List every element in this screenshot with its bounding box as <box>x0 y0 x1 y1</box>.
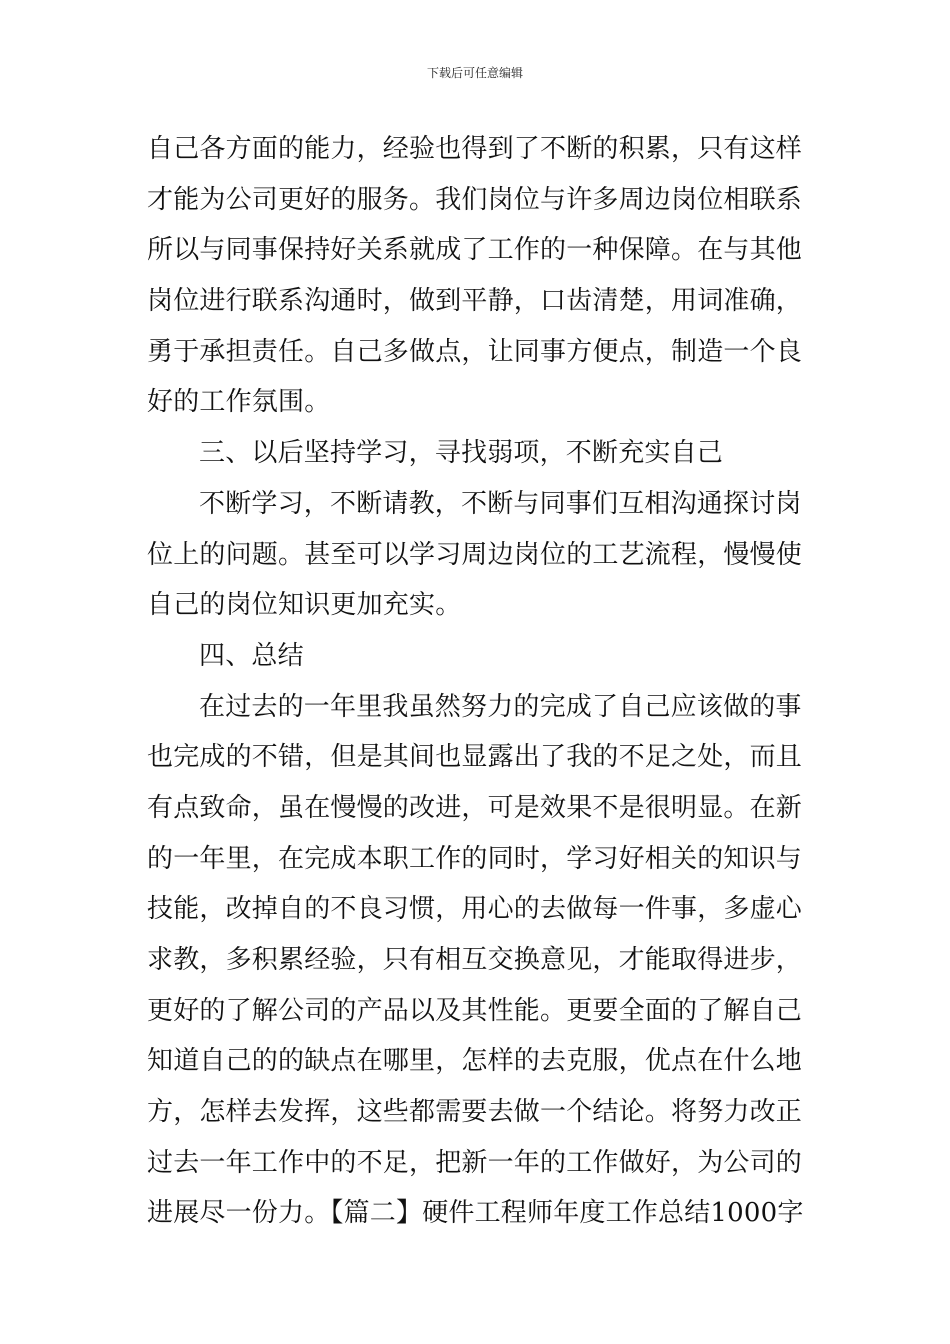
page-header: 下载后可任意编辑 <box>426 66 523 80</box>
text-line: 不断学习，不断请教，不断与同事们互相沟通探讨岗 <box>199 488 802 519</box>
text-line: 自己各方面的能力，经验也得到了不断的积累，只有这样 <box>147 134 803 164</box>
text-line: 在过去的一年里我虽然努力的完成了自己应该做的事 <box>199 691 802 722</box>
section-heading: 四、总结 <box>199 640 304 671</box>
text-line: 求教，多积累经验，只有相互交换意见，才能取得进步， <box>147 945 803 975</box>
text-line: 有点致命，虽在慢慢的改进，可是效果不是很明显。在新 <box>147 792 803 823</box>
text-line: 所以与同事保持好关系就成了工作的一种保障。在与其他 <box>147 235 803 266</box>
text-line: 岗位进行联系沟通时，做到平静，口齿清楚，用词准确， <box>147 286 803 317</box>
text-line: 更好的了解公司的产品以及其性能。更要全面的了解自己 <box>147 995 803 1026</box>
text-line: 自己的岗位知识更加充实。 <box>147 590 462 621</box>
section-heading: 三、以后坚持学习，寻找弱项，不断充实自己 <box>199 438 724 469</box>
text-line: 知道自己的的缺点在哪里，怎样的去克服，优点在什么地 <box>147 1046 803 1077</box>
text-line: 的一年里，在完成本职工作的同时，学习好相关的知识与 <box>147 843 803 874</box>
text-line: 好的工作氛围。 <box>147 387 331 418</box>
text-line: 方，怎样去发挥，这些都需要去做一个结论。将努力改正 <box>147 1097 803 1128</box>
text-line: 位上的问题。甚至可以学习周边岗位的工艺流程，慢慢使 <box>147 539 803 570</box>
text-line: 才能为公司更好的服务。我们岗位与许多周边岗位相联系 <box>147 184 803 215</box>
text-line: 进展尽一份力。【篇二】硬件工程师年度工作总结1000字 <box>147 1198 804 1229</box>
text-line: 也完成的不错，但是其间也显露出了我的不足之处，而且 <box>147 742 803 773</box>
text-line: 勇于承担责任。自己多做点，让同事方便点，制造一个良 <box>147 336 803 367</box>
document-body <box>147 124 812 1239</box>
text-line: 技能，改掉自的不良习惯，用心的去做每一件事，多虚心 <box>147 894 803 925</box>
text-line: 过去一年工作中的不足，把新一年的工作做好，为公司的 <box>147 1147 803 1178</box>
